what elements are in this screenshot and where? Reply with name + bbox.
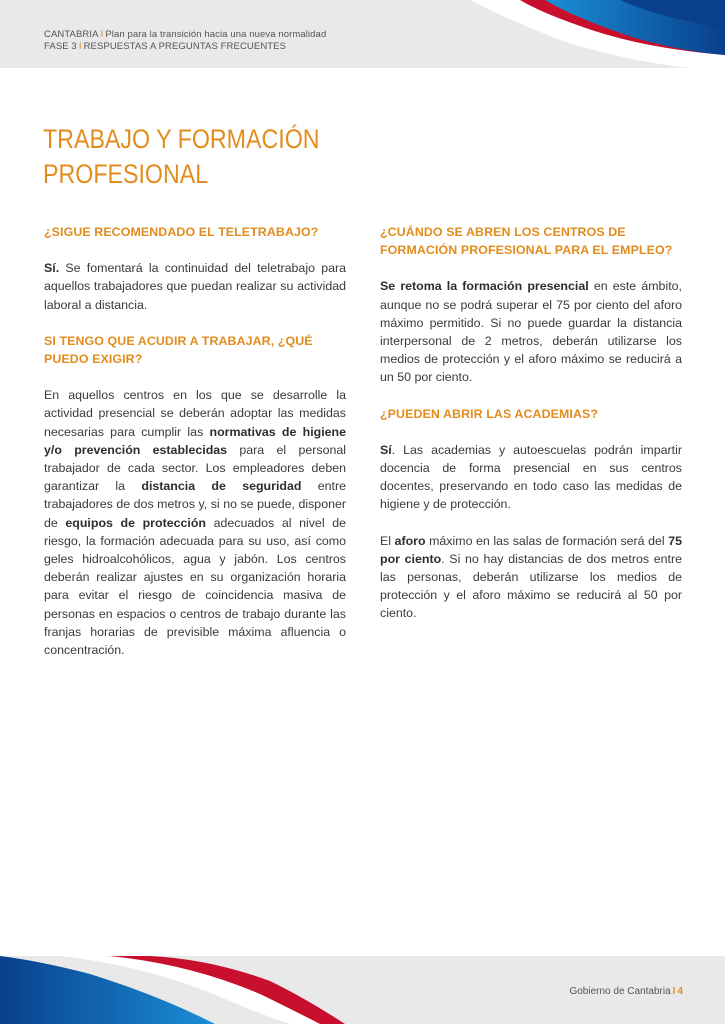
answer-lead: Sí: [380, 442, 392, 457]
left-column: [44, 223, 346, 677]
answer-text: En aquellos centros en los que se desarrolle la actividad presencial se deberán adoptar las medidas necesarias para cumplir las: [44, 388, 346, 439]
header-plan-title: Plan para la transición hacia una nueva normalidad: [105, 29, 327, 40]
answer-text: en este ámbito, aunque no se podrá superar el 75 por ciento del aforo máximo permitido. Si no puede guardar la distancia interpersonal de 2 metros, deberán utilizarse los medios de protección y el aforo máximo se reducirá a un 50 por ciento.: [380, 279, 682, 385]
footer: [569, 986, 683, 997]
answer-text: entre trabajadores de dos metros y, si no se puede, disponer de: [44, 479, 346, 530]
answer-text: . Si no hay distancias de dos metros entre las personas, deberán utilizarse los medios de protección y el aforo máximo se reducirá al 50 por ciento.: [380, 551, 682, 621]
answer-academies-capacity: [380, 532, 682, 623]
page-number: 4: [677, 986, 683, 997]
answer-emphasis: equipos de protección: [65, 515, 206, 530]
header-line-2: [44, 41, 326, 53]
header-phase: FASE 3: [44, 41, 77, 52]
answer-text: adecuados al nivel de riesgo, la formación adecuada para su uso, así como geles hidroalcohólicos, agua y jabón. Los centros deberán realizar ajustes en su organización horaria para evitar el riesgo de coincidencia masiva de personas en espacios o centros de trabajo durante las franjas horarias de previsible máxima afluencia o concentración.: [44, 515, 346, 658]
footer-organization: Gobierno de Cantabria: [569, 986, 671, 997]
answer-training-centers: [380, 277, 682, 386]
answer-emphasis: distancia de seguridad: [141, 479, 302, 494]
header-brand: CANTABRIA: [44, 29, 99, 40]
answer-text: para el personal trabajador de cada sector. Los empleadores deben garantizar la: [44, 442, 346, 494]
question-telework: ¿SIGUE RECOMENDADO EL TELETRABAJO?: [44, 225, 319, 239]
answer-emphasis: normativas de higiene y/o prevención establecidas: [44, 424, 346, 457]
answer-lead: Sí.: [44, 261, 60, 276]
question-work-requirements: SI TENGO QUE ACUDIR A TRABAJAR, ¿QUÉ PUEDO EXIGIR?: [44, 333, 313, 367]
question-academies: ¿PUEDEN ABRIR LAS ACADEMIAS?: [380, 406, 599, 421]
answer-text: El: [380, 533, 395, 548]
header-line-1: [44, 29, 326, 41]
answer-work-requirements: [44, 386, 346, 659]
header-separator: I: [100, 29, 104, 40]
footer-separator: I: [672, 986, 676, 997]
answer-text: máximo en las salas de formación será del: [425, 533, 669, 548]
header-section: RESPUESTAS A PREGUNTAS FRECUENTES: [83, 41, 287, 52]
running-header: [44, 29, 326, 53]
page-title-line-1: TRABAJO Y FORMACIÓN: [43, 124, 320, 154]
answer-lead: Se retoma la formación presencial: [380, 279, 589, 294]
page-title: [43, 122, 353, 192]
answer-text: . Las academias y autoescuelas podrán impartir docencia de forma presencial en sus centros docentes, preservando en todo caso las medidas de higiene y de protección.: [380, 442, 682, 512]
header-separator: I: [78, 41, 82, 52]
right-column: [380, 223, 682, 641]
question-training-centers: ¿CUÁNDO SE ABREN LOS CENTROS DE FORMACIÓN PROFESIONAL PARA EL EMPLEO?: [380, 225, 673, 258]
answer-academies: [380, 441, 682, 514]
answer-telework: [44, 259, 346, 314]
page-title-line-2: PROFESIONAL: [43, 159, 209, 189]
answer-emphasis: aforo: [394, 533, 426, 548]
answer-emphasis: 75 por ciento: [380, 533, 682, 566]
answer-text: Se fomentará la continuidad del teletrabajo para aquellos trabajadores que puedan realizar su actividad laboral a distancia.: [44, 261, 346, 312]
